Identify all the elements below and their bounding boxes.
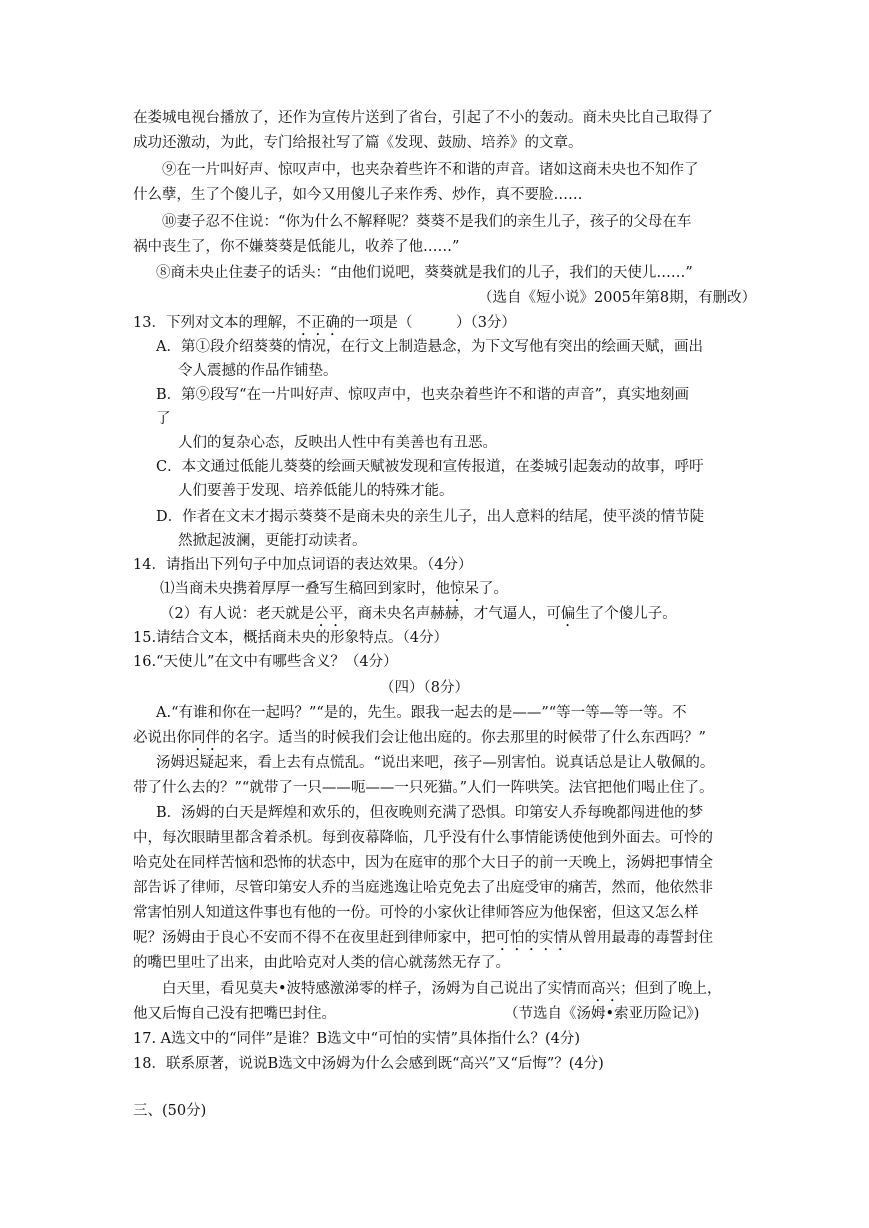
option-d-cont: 然掀起波澜，更能打动读者。 (178, 533, 367, 549)
option-b-cont: 人们的复杂心态，反映出人性中有美善也有丑恶。 (178, 435, 497, 451)
option-a-cont: 令人震撼的作品作铺垫。 (178, 363, 338, 379)
passage-b-line: B．汤姆的白天是辉煌和欢乐的，但夜晚则充满了恐惧。印第安人乔每晚都闯进他的梦 (156, 805, 704, 821)
text-run: 的名字。适当的时候我们会让他出庭的。你去那里的时候带了什么东西吗？” (220, 730, 706, 746)
emphasis-text: 可怕的实情 (495, 930, 568, 946)
text-run: ⑴当商未央携着厚厚一叠写生稿回到家时，他 (160, 581, 450, 597)
text-run: 的一项是（ ）（3分） (339, 315, 516, 331)
section-4-heading: （四）（8分） (380, 680, 469, 696)
passage-b-line: 哈克处在同样苦恼和恐怖的状态中，因为在庭审的那个大日子的前一天晚上，汤姆把事情全 (133, 855, 713, 871)
passage-b-line: 常害怕别人知道这件事也有他的一份。可怜的小家伙让律师答应为他保密，但这又怎么样 (133, 905, 699, 921)
option-d: D．作者在文末才揭示葵葵不是商未央的亲生儿子，出人意料的结尾，使平淡的情节陡 (156, 509, 705, 525)
passage-line: ⑩妻子忍不住说：“你为什么不解释呢？葵葵不是我们的亲生儿子，孩子的父母在车 (162, 214, 692, 230)
passage-b-line (162, 979, 722, 1005)
text-run: 呢？汤姆由于良心不安而不得不在夜里赶到律师家中，把 (133, 930, 496, 946)
passage-b-line: 的嘴巴里吐了出来，由此哈克对人类的信心就荡然无存了。 (133, 955, 510, 971)
option-a: A．第①段介绍葵葵的情况，在行文上制造悬念，为下文写他有突出的绘画天赋，画出 (156, 339, 703, 355)
passage-b-line (133, 928, 713, 954)
question-18: 18．联系原著，说说B选文中汤姆为什么会感到既“高兴”又“后悔”？(4分) (133, 1056, 604, 1072)
passage-line: 在娄城电视台播放了，还作为宣传片送到了省台，引起了不小的轰动。商未央比自己取得了 (133, 110, 713, 126)
emphasis-text: 不正确 (296, 315, 340, 331)
question-13-stem (133, 313, 516, 339)
text-run: 白天里，看见莫夫•波特感激涕零的样子，汤姆为自己说出了实情而 (162, 981, 592, 997)
passage-line: 什么孽，生了个傻儿子，如今又用傻儿子来作秀、炒作，真不要脸…… (133, 187, 583, 203)
emphasis-text: 同伴 (191, 730, 220, 746)
passage-line: ⑧商未央止住妻子的话头：“由他们说吧，葵葵就是我们的儿子，我们的天使儿……” (156, 265, 693, 281)
text-run: 生了个傻儿子。 (575, 606, 677, 622)
emphasis-text: 偏 (560, 606, 576, 622)
passage-a-line: 带了什么去的？”“就带了一只——呃——一只死猫。”人们一阵哄笑。法官把他们喝止住了。 (133, 780, 714, 796)
option-b-cont: 了 (156, 411, 171, 427)
passage-line: ⑨在一片叫好声、惊叹声中，也夹杂着些许不和谐的声音。诸如这商未央也不知作了 (162, 162, 699, 178)
text-run: ；但到了晚上， (620, 981, 722, 997)
text-run: 必说出你 (133, 730, 191, 746)
passage-b-line: 中，每次眼睛里都含着杀机。每到夜幕降临，几乎没有什么事情能诱使他到外面去。可怜的 (133, 830, 713, 846)
text-run: 从曾用最毒的毒誓封住 (568, 930, 713, 946)
text-run: 13．下列对文本的理解， (133, 315, 297, 331)
part-3-heading: 三、(50分) (133, 1103, 207, 1119)
text-run: 呆了。 (464, 581, 508, 597)
emphasis-text: 公平 (314, 606, 344, 622)
passage-a-line (133, 728, 706, 754)
option-c-cont: 人们要善于发现、培养低能儿的特殊才能。 (178, 483, 454, 499)
passage-b-line: 部告诉了律师，尽管印第安人乔的当庭逃逸让哈克免去了出庭受审的痛苦，然而，他依然非 (133, 880, 713, 896)
option-b: B．第⑨段写“在一片叫好声、惊叹声中，也夹杂着些许不和谐的声音”，真实地刻画 (156, 387, 689, 403)
question-16: 16.“天使儿”在文中有哪些含义？（4分） (133, 654, 398, 670)
emphasis-text: 高兴 (591, 981, 621, 997)
question-15: 15.请结合文本，概括商未央的形象特点。（4分） (133, 630, 449, 646)
passage-source: （选自《短小说》2005年第8期，有删改） (478, 290, 757, 306)
passage-b-source: （节选自《汤姆•索亚历险记》) (504, 1006, 700, 1022)
option-c: C．本文通过低能儿葵葵的绘画天赋被发现和宣传报道，在娄城引起轰动的故事，呼吁 (156, 459, 704, 475)
passage-line: 成功还激动，为此，专门给报社写了篇《发现、鼓励、培养》的文章。 (133, 135, 583, 151)
passage-b-line: 他又后悔自己没有把嘴巴封住。 (133, 1006, 336, 1022)
question-14-stem: 14．请指出下列句子中加点词语的表达效果。（4分） (133, 557, 473, 573)
question-17: 17. A选文中的“同伴”是谁？B选文中“可怕的实情”具体指什么？(4分) (133, 1031, 580, 1047)
emphasis-text: 惊 (450, 581, 465, 597)
question-14-sentence-1 (160, 579, 508, 605)
text-run: （2）有人说：老天就是 (160, 606, 315, 622)
text-run: ，商未央名声赫赫，才气逼人，可 (343, 606, 561, 622)
passage-line: 祸中丧生了，你不嫌葵葵是低能儿，收养了他……” (133, 239, 460, 255)
passage-a-line: A.“有谁和你在一起吗？”“是的，先生。跟我一起去的是——”“等一等—等一等。不 (156, 705, 687, 721)
passage-a-line: 汤姆迟疑起来，看上去有点慌乱。“说出来吧，孩子—别害怕。说真话总是让人敬佩的。 (156, 755, 715, 771)
question-14-sentence-2 (160, 604, 677, 630)
